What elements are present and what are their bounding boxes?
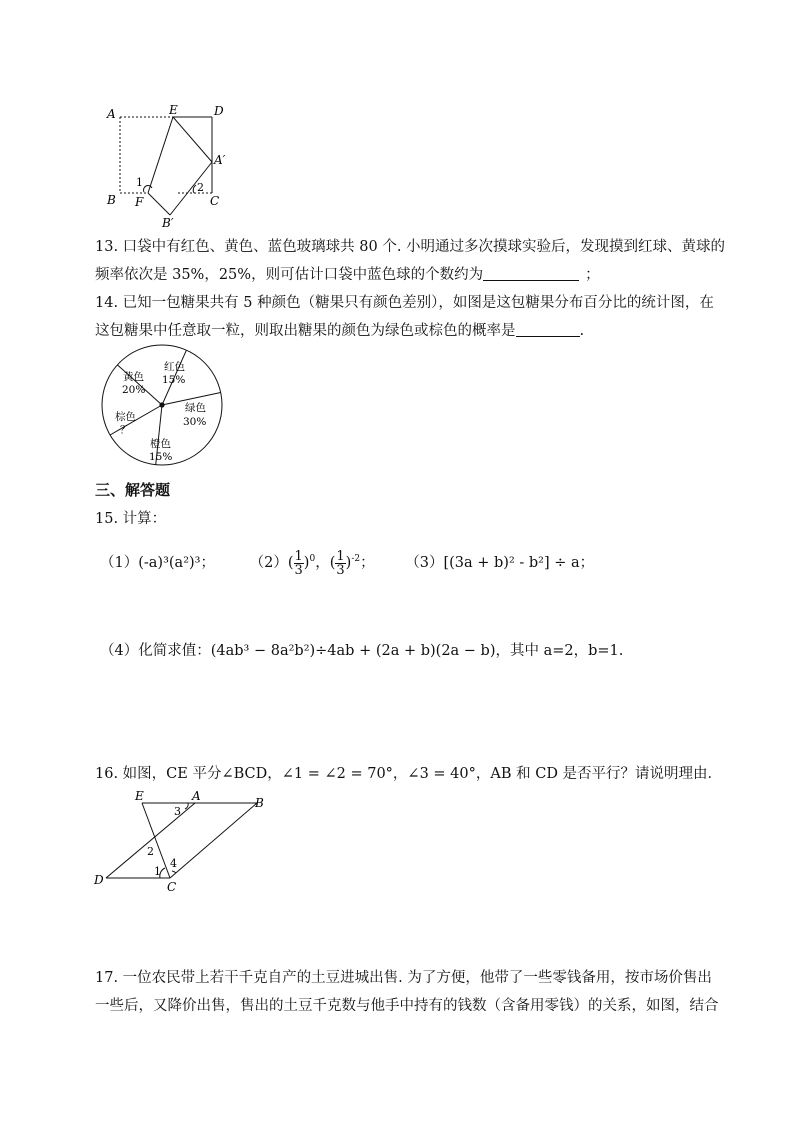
fig1-label-A: A: [107, 107, 116, 121]
fig2-label-C: C: [167, 880, 177, 894]
pie-label-red-name: 红色: [164, 361, 185, 373]
q15-p1-expr: (-a)³(a²)³；: [138, 555, 215, 571]
parallel-lines-figure: [92, 790, 277, 895]
q14-line1: 14. 已知一包糖果共有 5 种颜色（糖果只有颜色差别），如图是这包糖果分布百分比的统计图，在: [95, 295, 714, 311]
fig1-label-C: C: [210, 194, 220, 208]
q13-tail: ；: [585, 267, 600, 283]
q15-p4-label: （4）化简求值：: [100, 643, 211, 659]
pie-label-orange-name: 橙色: [150, 438, 171, 450]
q15-p3-label: （3）: [405, 555, 444, 571]
fig1-label-F: F: [135, 195, 144, 209]
fig1-label-A-prime: A′: [214, 153, 226, 167]
q14-answer-blank[interactable]: [516, 322, 580, 337]
pie-center-dot: [159, 402, 164, 407]
fig2-angle-4: 4: [170, 857, 177, 870]
fig1-label-B: B: [107, 193, 116, 207]
q17-line1: 17. 一位农民带上若干千克自产的土豆进城出售. 为了方便，他带了一些零钱备用，按市场价售出: [95, 970, 712, 986]
q13-line1: 13. 口袋中有红色、黄色、蓝色玻璃球共 80 个. 小明通过多次摸球实验后，发现摸到红球、黄球的: [95, 239, 726, 255]
q16-text: 16. 如图，CE 平分∠BCD，∠1 = ∠2 = 70°，∠3 = 40°，AB 和 CD 是否平行？请说明理由．: [95, 766, 723, 782]
q13-line2-text: 频率依次是 35%，25%，则可估计口袋中蓝色球的个数约为: [95, 267, 484, 283]
q15-p2-expr: ( $\frac{1}{3}$ )$^0$，( $\frac{1}{3}$ )$^{-2}$；: [287, 548, 375, 578]
pie-label-red-value: 15%: [162, 374, 186, 386]
q13-answer-blank[interactable]: [483, 266, 579, 281]
q17-line2: 一些后，又降价出售，售出的土豆千克数与他手中持有的钱数（含备用零钱）的关系，如图，结合: [95, 998, 719, 1014]
section-3-title: 三、解答题: [95, 481, 171, 499]
candy-pie-chart: [100, 343, 226, 469]
pie-label-yellow-name: 黄色: [123, 371, 144, 383]
fold-rectangle-figure: [100, 100, 240, 235]
fig2-angle-3: 3: [174, 805, 181, 818]
q15-p1-label: （1）: [100, 555, 139, 571]
fig2-label-E: E: [135, 790, 144, 803]
fig1-angle-1: 1: [136, 176, 143, 189]
q15-p4-expr: (4ab³ − 8a²b²)÷4ab + (2a + b)(2a − b)，其中 a=2，b=1.: [210, 643, 624, 659]
q14-line2-text: 这包糖果中任意取一粒，则取出糖果的颜色为绿色或棕色的概率是: [95, 323, 516, 339]
q15-p4: [100, 641, 623, 661]
fig1-label-B-prime: B′: [162, 216, 174, 230]
q14-tail: .: [579, 323, 585, 339]
pie-label-yellow-value: 20%: [122, 384, 146, 396]
pie-label-brown-name: 棕色: [115, 411, 136, 423]
q15-p2-label: （2）: [249, 555, 288, 571]
pie-label-orange-value: 15%: [149, 451, 173, 463]
q15-row: [100, 546, 595, 578]
fig1-label-D: D: [214, 104, 224, 118]
fig2-angle-2: 2: [147, 845, 154, 858]
fig2-label-D: D: [94, 873, 104, 887]
q15-p3-expr: [(3a + b)² - b²] ÷ a；: [443, 555, 595, 571]
pie-label-green-name: 绿色: [185, 402, 206, 414]
fig1-angle-2: 2: [197, 181, 204, 194]
fig2-angle-1: 1: [154, 865, 161, 878]
pie-label-brown-value: ？: [120, 424, 131, 436]
q14-line2: [95, 321, 584, 341]
fig2-label-B: B: [255, 796, 264, 810]
q15-title: 15. 计算：: [95, 511, 167, 527]
fig2-label-A: A: [192, 790, 201, 803]
fig1-label-E: E: [169, 103, 178, 117]
pie-label-green-value: 30%: [183, 416, 207, 428]
q13-line2: [95, 265, 600, 285]
